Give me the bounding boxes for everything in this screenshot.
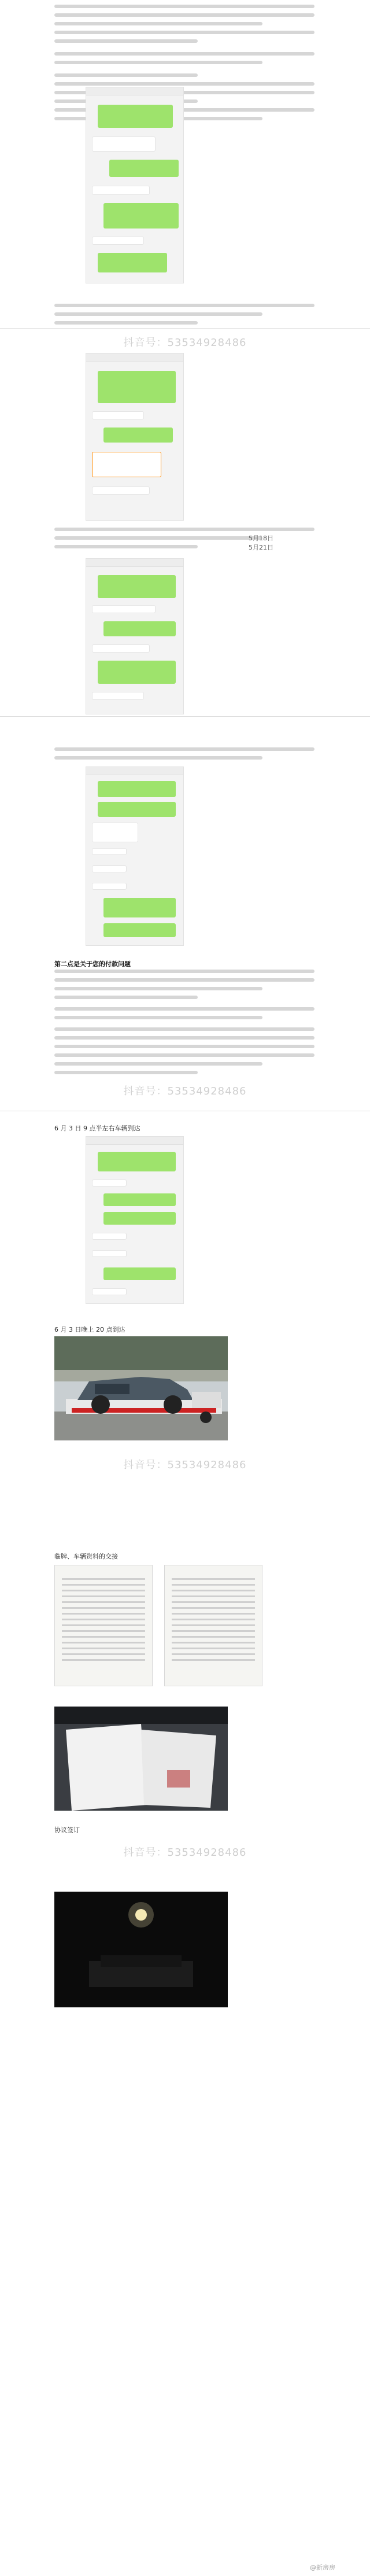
handover-caption: 临牌、车辆资料的交接: [54, 1553, 118, 1560]
document-photo-left: [54, 1565, 153, 1686]
date-left: 5月18日: [249, 535, 273, 542]
chat-screenshot-5: [86, 1136, 184, 1304]
watermark: 抖音号：53534928486: [123, 1847, 247, 1859]
status-bar: [86, 1137, 183, 1145]
agreement-caption: 协议签订: [54, 1826, 80, 1834]
photo-tow-truck: [54, 1336, 228, 1440]
status-bar: [86, 87, 183, 95]
section-timeline: [0, 330, 370, 717]
chat-screenshot-1: [86, 87, 184, 283]
chat-screenshot-2: [86, 353, 184, 521]
divider: [0, 328, 370, 329]
payment-heading: 第二点是关于您的付款问题: [54, 960, 131, 968]
section-handover: [0, 1481, 370, 1880]
status-bar: [86, 353, 183, 362]
section-payment: [0, 717, 370, 1099]
divider: [0, 716, 370, 717]
section-night-photo: [0, 1880, 370, 2576]
footer-brand: @新房房: [310, 2564, 335, 2571]
watermark: 抖音号：53534928486: [123, 1459, 247, 1471]
section3-intro: [54, 747, 314, 765]
watermark: 抖音号：53534928486: [123, 337, 247, 349]
chat-screenshot-3: [86, 558, 184, 714]
section-arrival: [0, 1099, 370, 1481]
date-right: 5月21日: [249, 544, 273, 551]
section1-summary: [54, 304, 314, 330]
status-bar: [86, 767, 183, 775]
document-photo-right: [164, 1565, 262, 1686]
arrival-caption-1: 6 月 3 日 9 点半左右车辆到达: [54, 1125, 140, 1132]
photo-agreement-documents: [54, 1707, 228, 1811]
photo-night-car: [54, 1892, 228, 2007]
section2-paragraph: [54, 528, 314, 554]
section-intro: [0, 0, 370, 330]
payment-paragraph: [54, 970, 314, 1079]
status-bar: [86, 559, 183, 567]
chat-screenshot-4: [86, 766, 184, 946]
arrival-caption-2: 6 月 3 日晚上 20 点到达: [54, 1326, 125, 1333]
watermark: 抖音号：53534928486: [123, 1085, 247, 1097]
